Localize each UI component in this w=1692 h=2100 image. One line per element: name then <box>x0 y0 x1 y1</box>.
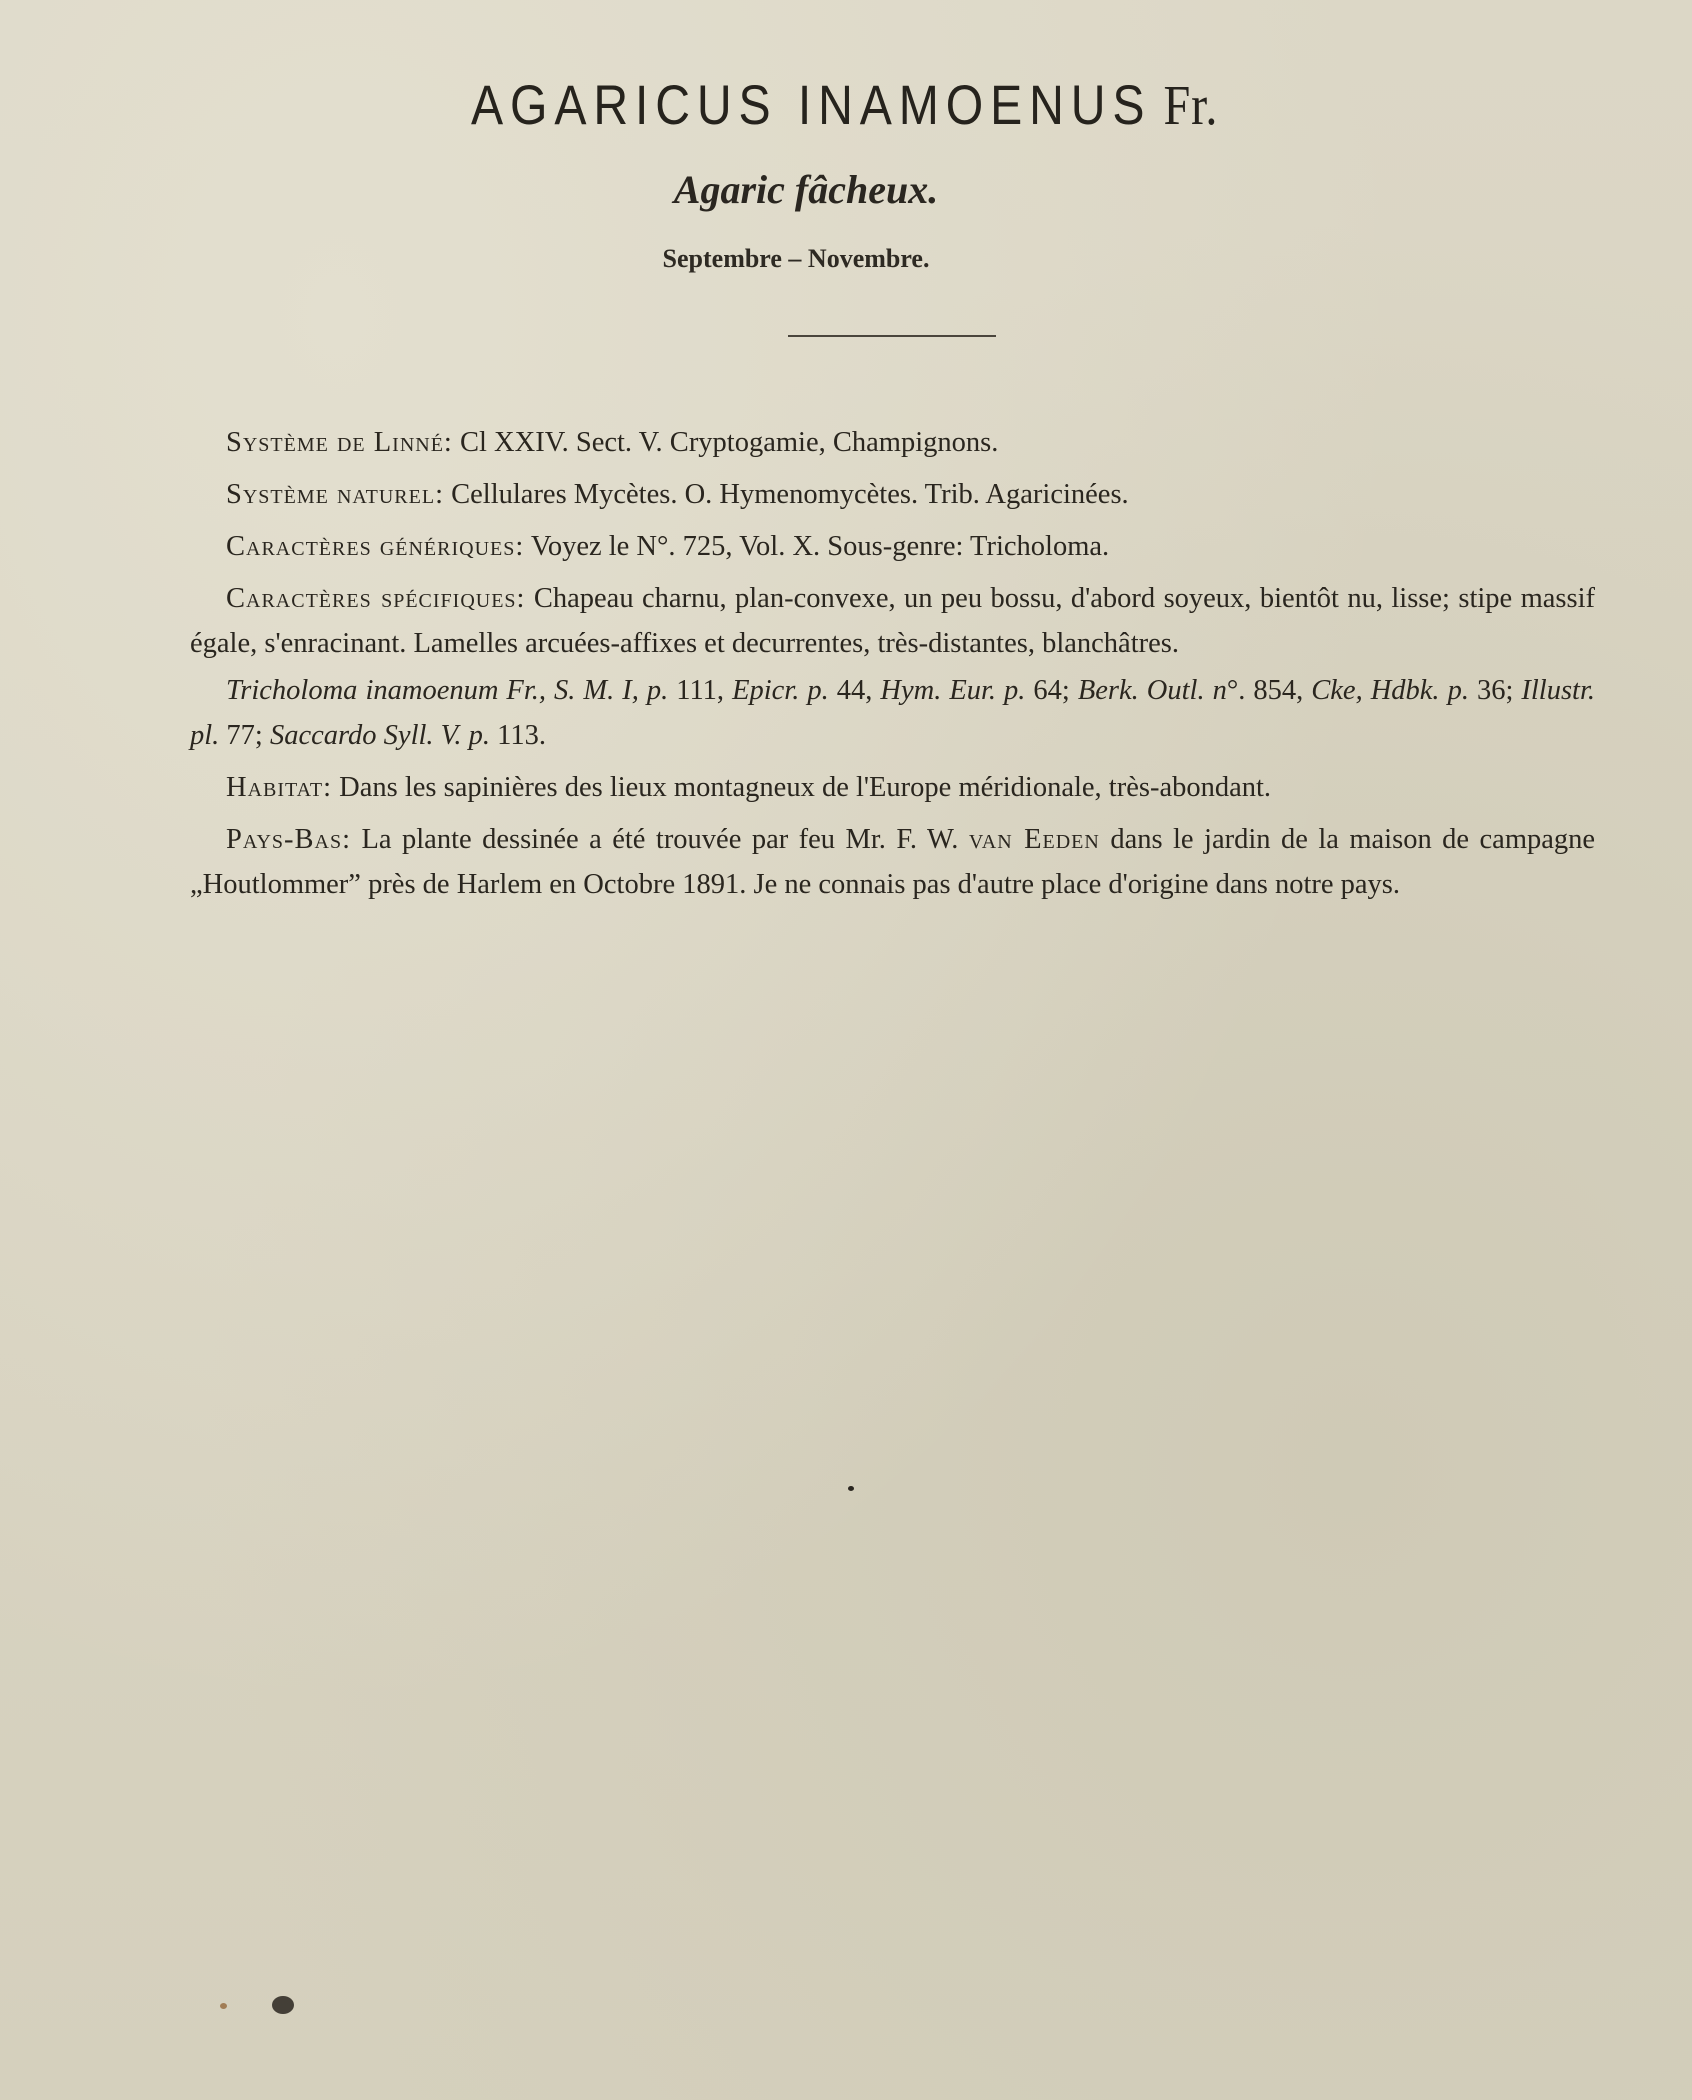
paragraph-references <box>190 668 1595 758</box>
ref-illustr: Illustr. pl. <box>190 675 1596 751</box>
text-generiques: Voyez le N°. 725, Vol. X. Sous-genre: Tricholoma. <box>530 531 1110 562</box>
ref-epicr: Epicr. p. <box>732 675 829 706</box>
ref-saccardo: Saccardo Syll. V. p. <box>269 720 491 751</box>
label-naturel: Système naturel: <box>226 479 444 510</box>
ref-berk-num: °. 854, <box>1226 675 1312 706</box>
species-author: Fr. <box>1163 75 1219 137</box>
divider-rule <box>788 335 996 337</box>
page-title <box>117 72 1572 138</box>
ref-cke-page: 36; <box>1468 675 1522 706</box>
species-name: AGARICUS INAMOENUS <box>470 73 1152 136</box>
ref-tricholoma: Tricholoma inamoenum Fr., S. M. I, p. <box>226 675 669 706</box>
ref-tricholoma-page: 111, <box>668 675 733 706</box>
ref-illustr-plate: 77; <box>219 720 270 751</box>
ink-spot <box>220 2003 227 2009</box>
paragraph-paysbas <box>190 817 1595 907</box>
label-linne: Système de Linné: <box>226 427 453 458</box>
paragraph-naturel <box>190 472 1595 517</box>
label-generiques: Caractères génériques: <box>226 531 525 562</box>
text-paysbas-after: dans le jardin de la maison de campagne „Houtlommer” près de Harlem en Octobre 1891. Je ne connais pas d'autre place d'origine dans notre pays. <box>190 824 1596 900</box>
ink-spot <box>848 1486 854 1491</box>
paragraph-linne <box>190 420 1595 465</box>
ref-hym: Hym. Eur. p. <box>880 675 1026 706</box>
label-paysbas: Pays-Bas: <box>226 824 352 855</box>
ref-saccardo-page: 113. <box>490 720 546 751</box>
ink-spot <box>272 1996 294 2014</box>
label-specifiques: Caractères spécifiques: <box>226 583 526 614</box>
text-linne: Cl XXIV. Sect. V. Cryptogamie, Champignons. <box>459 427 999 458</box>
ref-epicr-page: 44, <box>828 675 881 706</box>
paragraph-generiques <box>190 524 1595 569</box>
description-body <box>190 420 1595 914</box>
text-specifiques: Chapeau charnu, plan-convexe, un peu bossu, d'abord soyeux, bientôt nu, lisse; stipe massif égale, s'enracinant. Lamelles arcuées-affixes et decurrentes, très-distantes, blanchâtres. <box>190 583 1595 659</box>
ref-cke: Cke, Hdbk. p. <box>1311 675 1469 706</box>
ref-berk: Berk. Outl. n <box>1077 675 1227 706</box>
label-habitat: Habitat: <box>226 772 333 803</box>
text-habitat: Dans les sapinières des lieux montagneux de l'Europe méridionale, très-abondant. <box>339 772 1272 803</box>
ref-hym-page: 64; <box>1025 675 1078 706</box>
text-naturel: Cellulares Mycètes. O. Hymenomycètes. Trib. Agaricinées. <box>451 479 1129 510</box>
text-paysbas-before: La plante dessinée a été trouvée par feu Mr. F. W. <box>361 824 959 855</box>
paragraph-habitat <box>190 765 1595 810</box>
collector-name: van Eeden <box>968 824 1100 855</box>
paragraph-specifiques <box>190 576 1595 666</box>
common-name: Agaric fâcheux. <box>673 167 939 212</box>
season: Septembre – Novembre. <box>662 244 930 273</box>
